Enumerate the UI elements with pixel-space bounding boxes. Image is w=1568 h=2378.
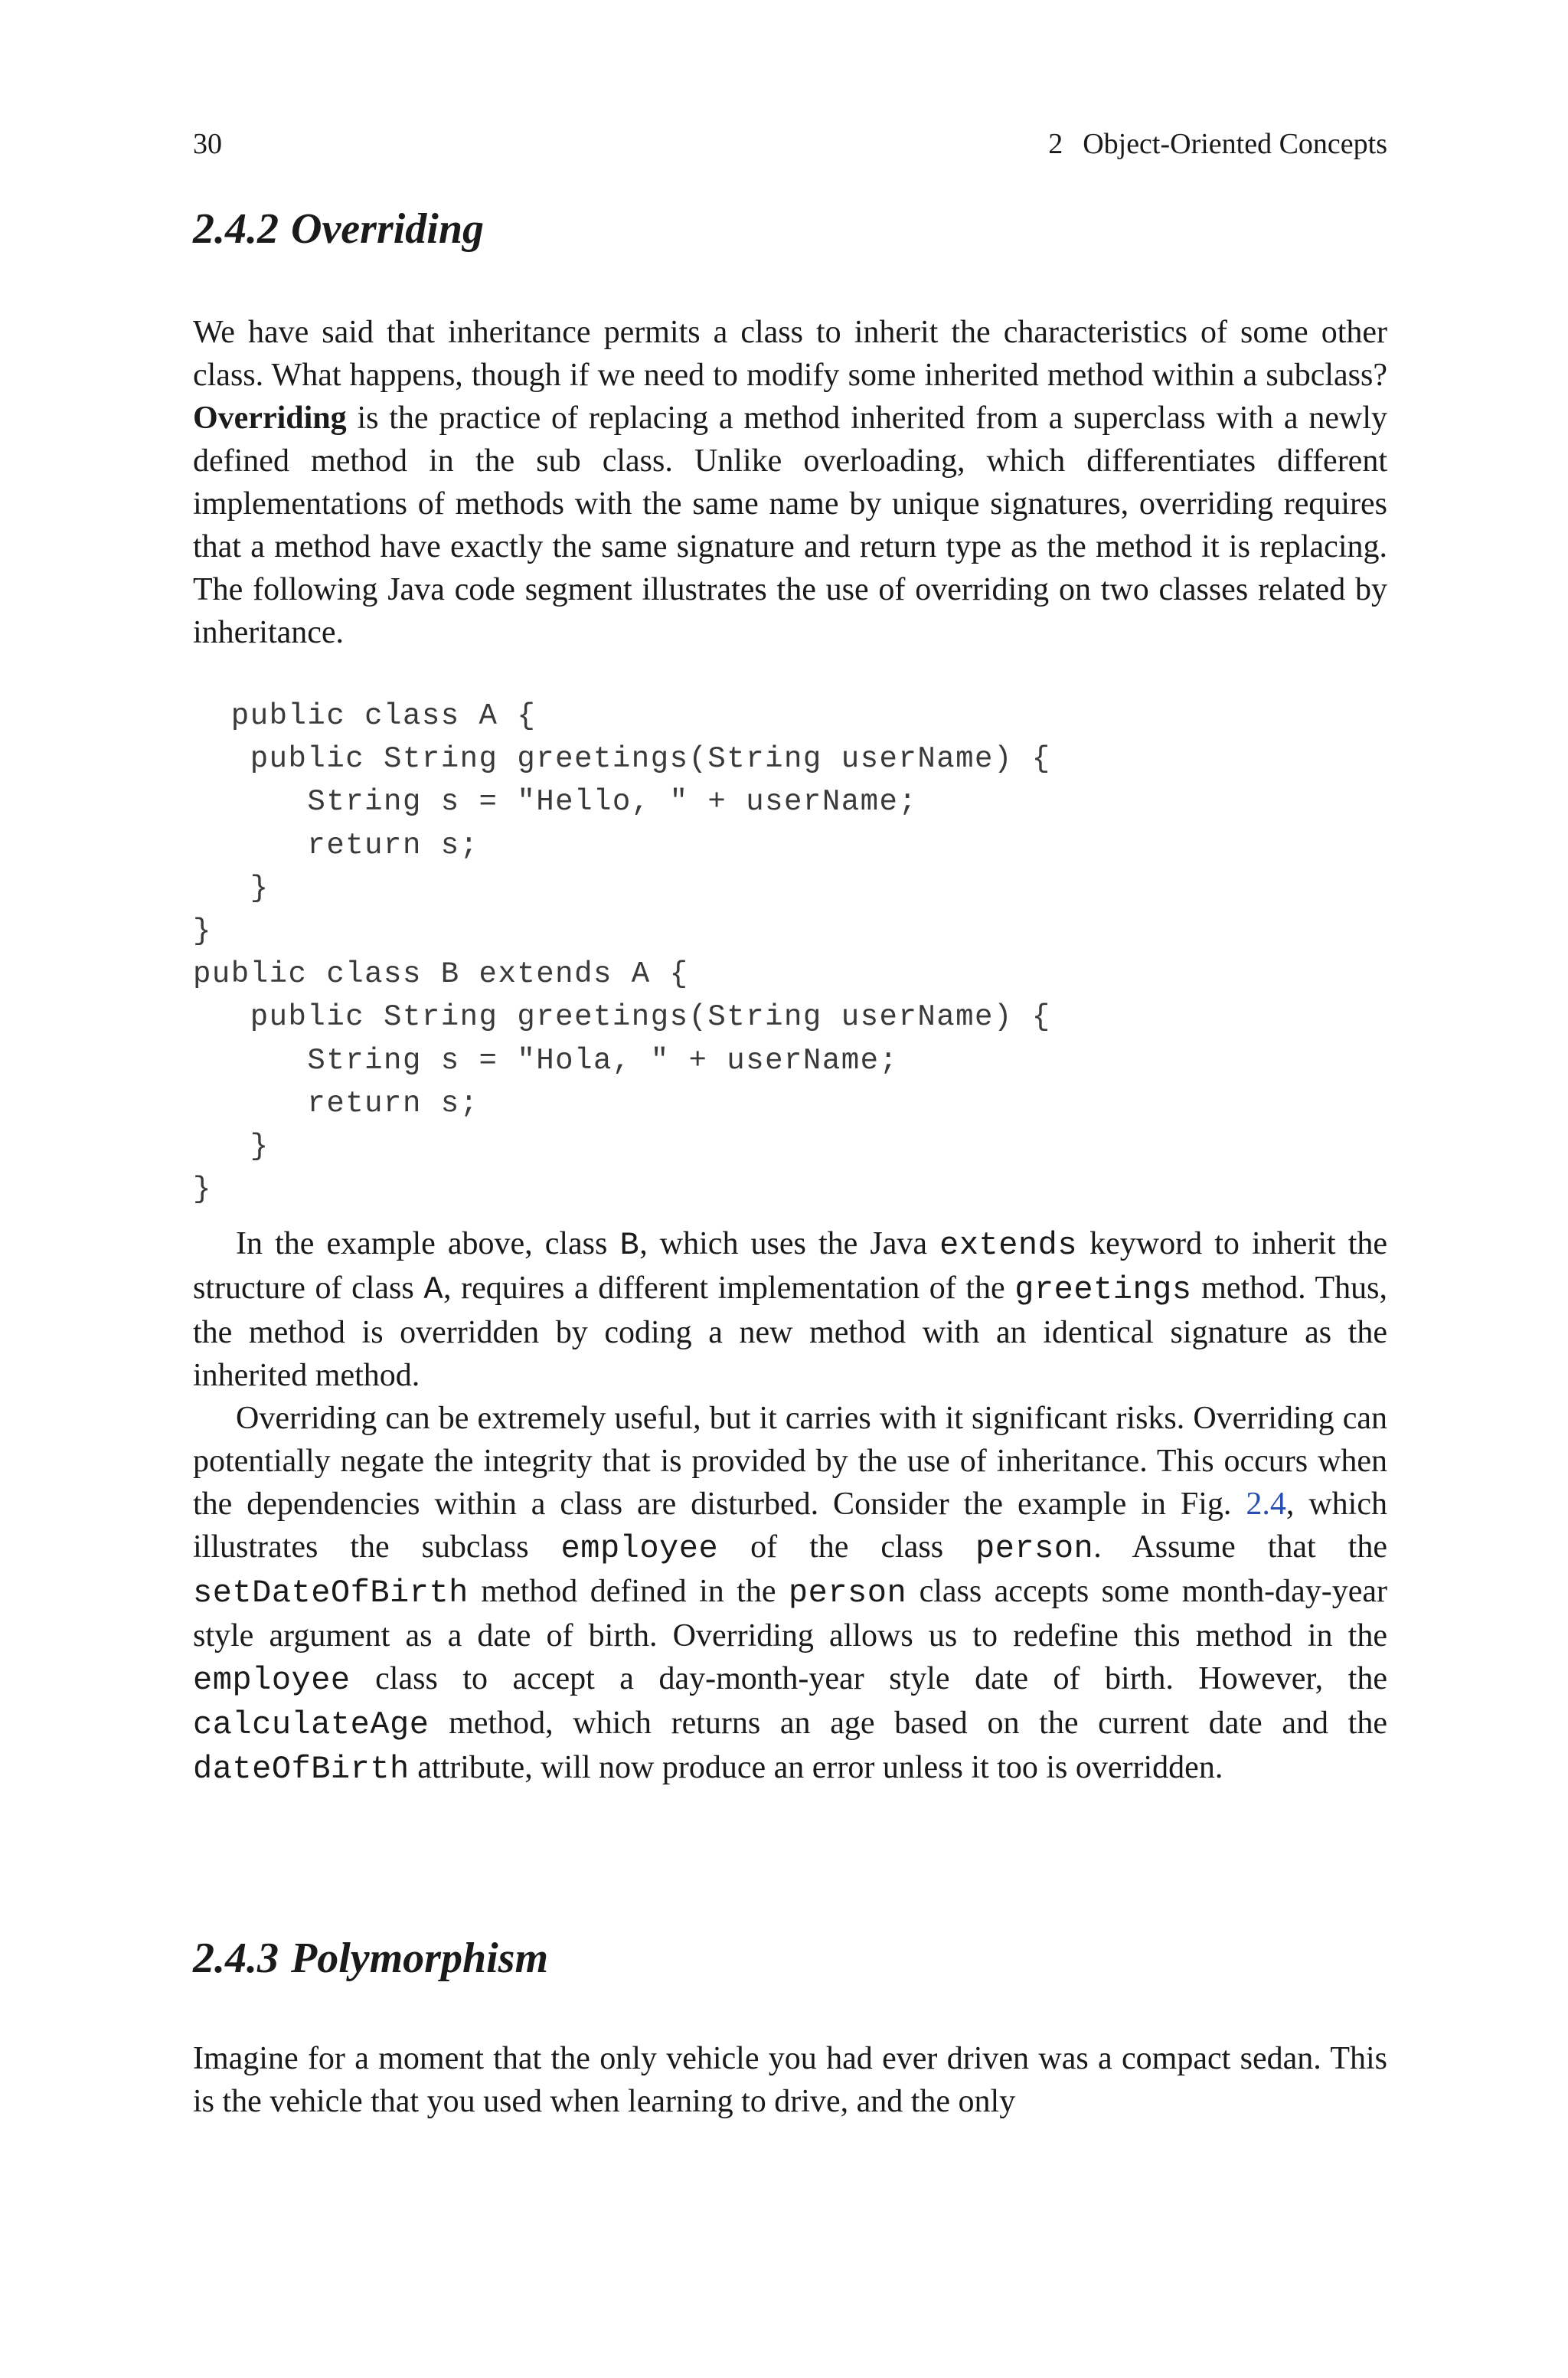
code-line: } <box>193 914 212 948</box>
intro-bold-term: Overriding <box>193 401 347 436</box>
code-line: String s = "Hola, " + userName; <box>193 1043 899 1078</box>
inline-code: person <box>975 1530 1094 1567</box>
section-title: Overriding <box>291 205 484 253</box>
text-run: method defined in the <box>468 1574 789 1609</box>
overriding-discussion <box>193 1222 1387 1791</box>
text-run: , requires a different implementation of the <box>443 1271 1015 1306</box>
inline-code: employee <box>193 1662 351 1699</box>
inline-code: person <box>788 1575 907 1611</box>
text-run: class accepts some month-day-year style argument as a date of birth. Overriding allows us to redefine this method in the <box>193 1574 1387 1653</box>
inline-code: A <box>423 1271 444 1308</box>
polymorphism-intro <box>193 2037 1387 2123</box>
section-heading-polymorphism <box>193 1932 548 1985</box>
code-line: public String greetings(String userName) { <box>193 1000 1051 1035</box>
chapter-title <box>1048 123 1387 165</box>
overriding-intro-paragraph <box>193 311 1387 654</box>
section-title: Polymorphism <box>291 1935 549 1982</box>
code-line: return s; <box>193 1086 479 1120</box>
example-paragraph <box>193 1222 1387 1397</box>
code-line: public String greetings(String userName) { <box>193 742 1051 777</box>
inline-code: greetings <box>1014 1271 1192 1308</box>
page-number: 30 <box>193 128 222 160</box>
inline-code: calculateAge <box>193 1706 430 1743</box>
section-number: 2.4.3 <box>193 1935 279 1982</box>
text-run: Overriding can be extremely useful, but it carries with it significant risks. Overriding can potentially negate the integrity that is provided by the use of inheritance. This occurs when the dependencies within a class are disturbed. Consider the example in Fig. <box>193 1401 1387 1522</box>
code-line: return s; <box>193 828 479 862</box>
code-line: } <box>193 1173 212 1207</box>
text-run: class to accept a day-month-year style date of birth. However, the <box>350 1661 1387 1696</box>
inline-code: extends <box>939 1227 1078 1264</box>
code-line: String s = "Hello, " + userName; <box>193 785 918 819</box>
code-line: } <box>193 1129 270 1163</box>
running-head <box>193 123 1387 165</box>
text-run: . Assume that the <box>1093 1529 1387 1565</box>
text-run: In the example above, class <box>236 1226 620 1261</box>
section-number: 2.4.2 <box>193 205 279 253</box>
chapter-title-text: Object-Oriented Concepts <box>1083 128 1387 160</box>
figure-link[interactable]: 2.4 <box>1246 1487 1286 1522</box>
text-run: keyword to inherit the structure of class <box>193 1226 1388 1306</box>
inline-code: employee <box>560 1530 719 1567</box>
intro-text-1: We have said that inheritance permits a class to inherit the characteristics of some other class. What happens, though if we need to modify some inherited method within a subclass? <box>193 315 1387 393</box>
section-heading-overriding <box>193 202 484 256</box>
inline-code: B <box>619 1227 640 1264</box>
text-run: of the class <box>718 1529 976 1565</box>
overriding-intro <box>193 311 1387 654</box>
text-run: attribute, will now produce an error unless it too is overridden. <box>409 1750 1223 1785</box>
java-code-block <box>193 695 1387 1211</box>
code-line: public class B extends A { <box>193 957 689 992</box>
inline-code: setDateOfBirth <box>193 1575 469 1611</box>
intro-text-2: is the practice of replacing a method inherited from a superclass with a newly defined method in the sub class. Unlike overloading, which differentiates different implementations of methods with the same name by unique signatures, overriding requires that a method have exactly the same signature and return type as the method it is replacing. The following Java code segment illustrates the use of overriding on two classes related by inheritance. <box>193 401 1387 650</box>
text-run: , which uses the Java <box>639 1226 940 1261</box>
text-run: , which illustrates the subclass <box>193 1487 1387 1565</box>
risks-paragraph <box>193 1397 1387 1791</box>
code-line: } <box>193 871 270 905</box>
chapter-number: 2 <box>1048 128 1063 160</box>
inline-code: dateOfBirth <box>193 1751 410 1788</box>
code-line: public class A { <box>193 699 537 733</box>
polymorphism-paragraph: Imagine for a moment that the only vehicle you had ever driven was a compact sedan. This is the vehicle that you used when learning to drive, and the only <box>193 2041 1387 2119</box>
text-run: method. Thus, the method is overridden by coding a new method with an identical signature as the inherited method. <box>193 1271 1387 1393</box>
text-run: method, which returns an age based on the current date and the <box>429 1706 1387 1741</box>
